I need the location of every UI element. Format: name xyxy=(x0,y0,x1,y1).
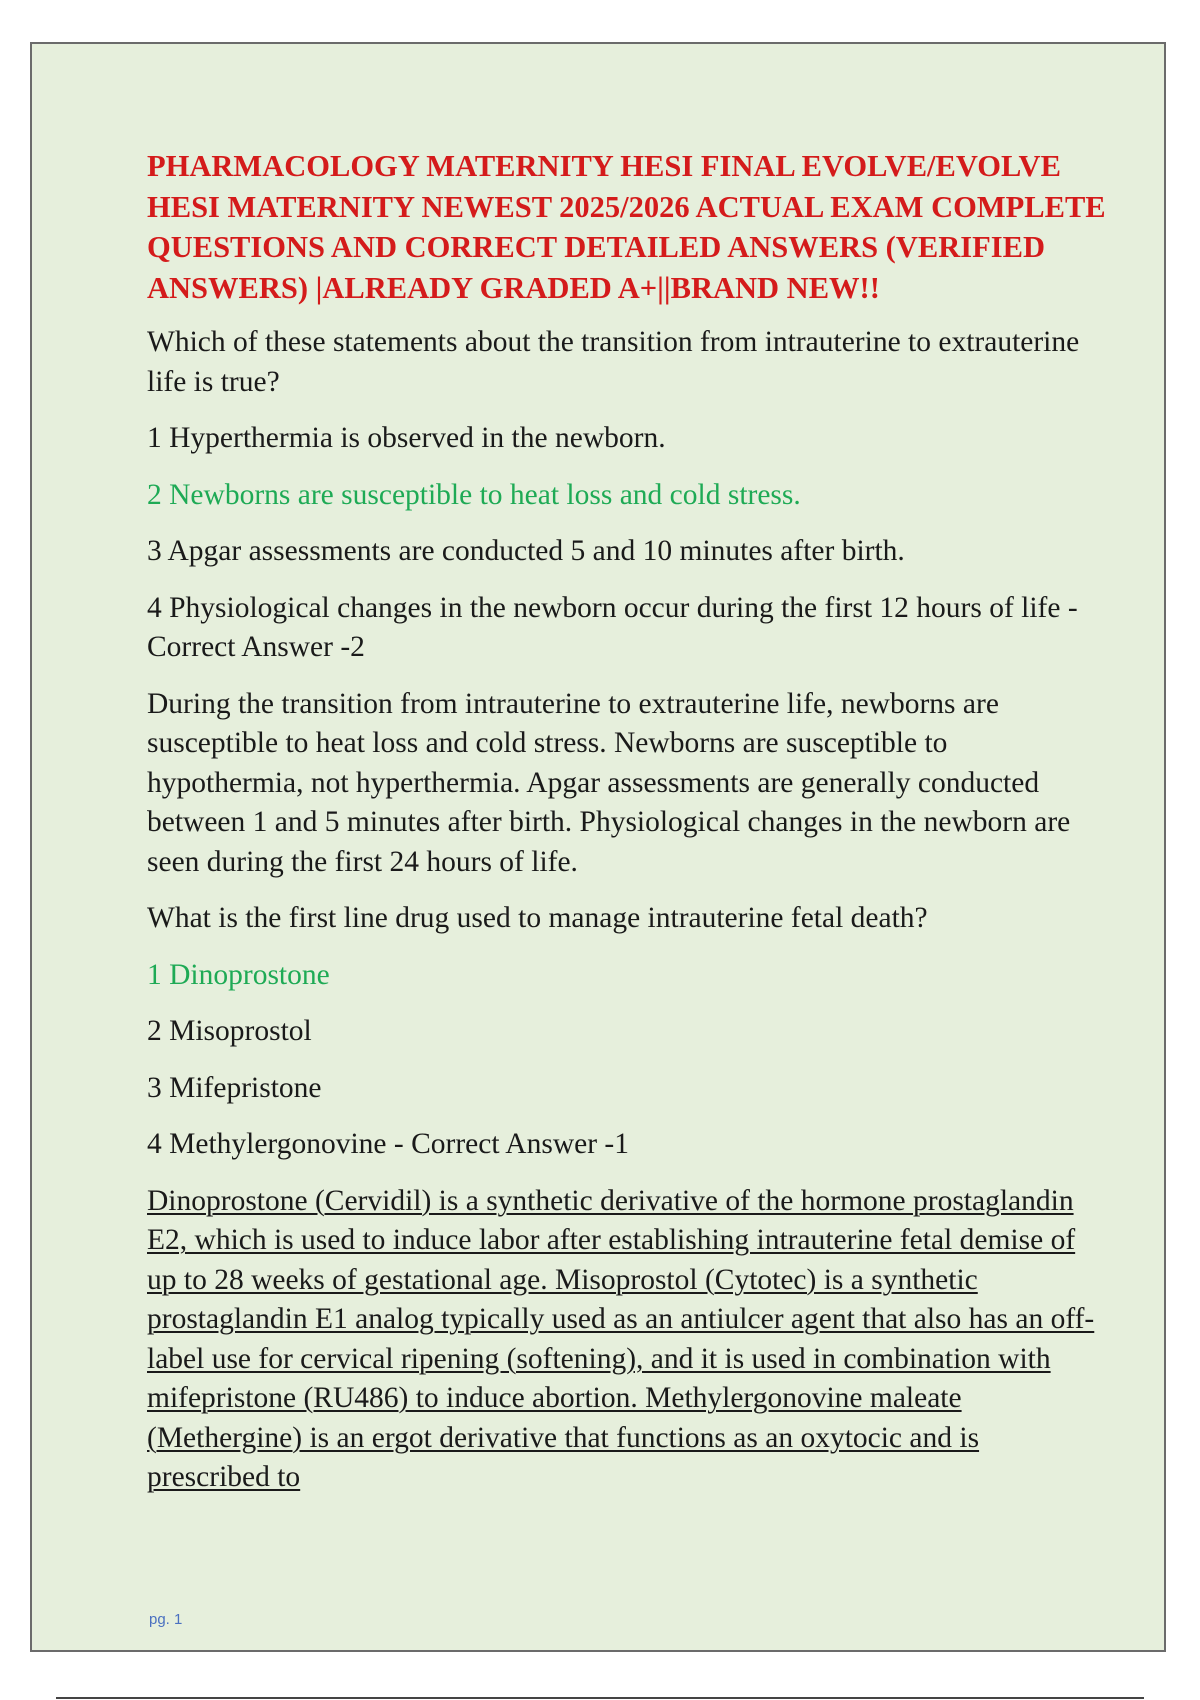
question-2-rationale: Dinoprostone (Cervidil) is a synthetic derivative of the hormone prostaglandin E2, which is used to induce labor after establishing intrauterine fetal demise of up to 28 weeks of gestational age. Misoprostol (Cytotec) is a synthetic prostaglandin E1 analog typically used as an antiulcer agent that also has an off-label use for cervical ripening (softening), and it is used in combination with mifepristone (RU486) to induce abortion. Methylergonovine maleate (Methergine) is an ergot derivative that functions as an oxytocic and is prescribed to xyxy=(147,1184,1095,1493)
page-number: pg. 1 xyxy=(149,1611,183,1628)
question-2-option-1-correct: 1 Dinoprostone xyxy=(147,958,330,991)
page-divider xyxy=(56,1697,1144,1699)
question-1-option-1: 1 Hyperthermia is observed in the newborn. xyxy=(147,422,666,454)
document-page xyxy=(30,42,1166,1652)
page-content xyxy=(147,146,1107,1498)
question-1-rationale: During the transition from intrauterine to extrauterine life, newborns are susceptible to heat loss and cold stress. Newborns are susceptible to hypothermia, not hyperthermia. Apgar assessments are generally conducted between 1 and 5 minutes after birth. Physiological changes in the newborn are seen during the first 24 hours of life. xyxy=(147,687,1071,878)
question-1-option-4: 4 Physiological changes in the newborn occur during the first 12 hours of life - Correct Answer -2 xyxy=(147,591,1078,663)
question-1-option-3: 3 Apgar assessments are conducted 5 and 10 minutes after birth. xyxy=(147,535,905,567)
question-2-option-2: 2 Misoprostol xyxy=(147,1015,312,1047)
question-2-text: What is the first line drug used to manage intrauterine fetal death? xyxy=(147,902,928,934)
question-1-text: Which of these statements about the transition from intrauterine to extrauterine life is true? xyxy=(147,326,1080,398)
question-1-option-2-correct: 2 Newborns are susceptible to heat loss and cold stress. xyxy=(147,478,801,511)
question-2-option-3: 3 Mifepristone xyxy=(147,1071,322,1104)
question-2-option-4: 4 Methylergonovine - Correct Answer -1 xyxy=(147,1128,629,1160)
document-title: PHARMACOLOGY MATERNITY HESI FINAL EVOLVE/EVOLVE HESI MATERNITY NEWEST 2025/2026 ACTUAL EXAM COMPLETE QUESTIONS AND CORRECT DETAILED ANSWERS (VERIFIED ANSWERS) |ALREADY GRADED A+||BRAND NEW!! xyxy=(147,149,1106,305)
